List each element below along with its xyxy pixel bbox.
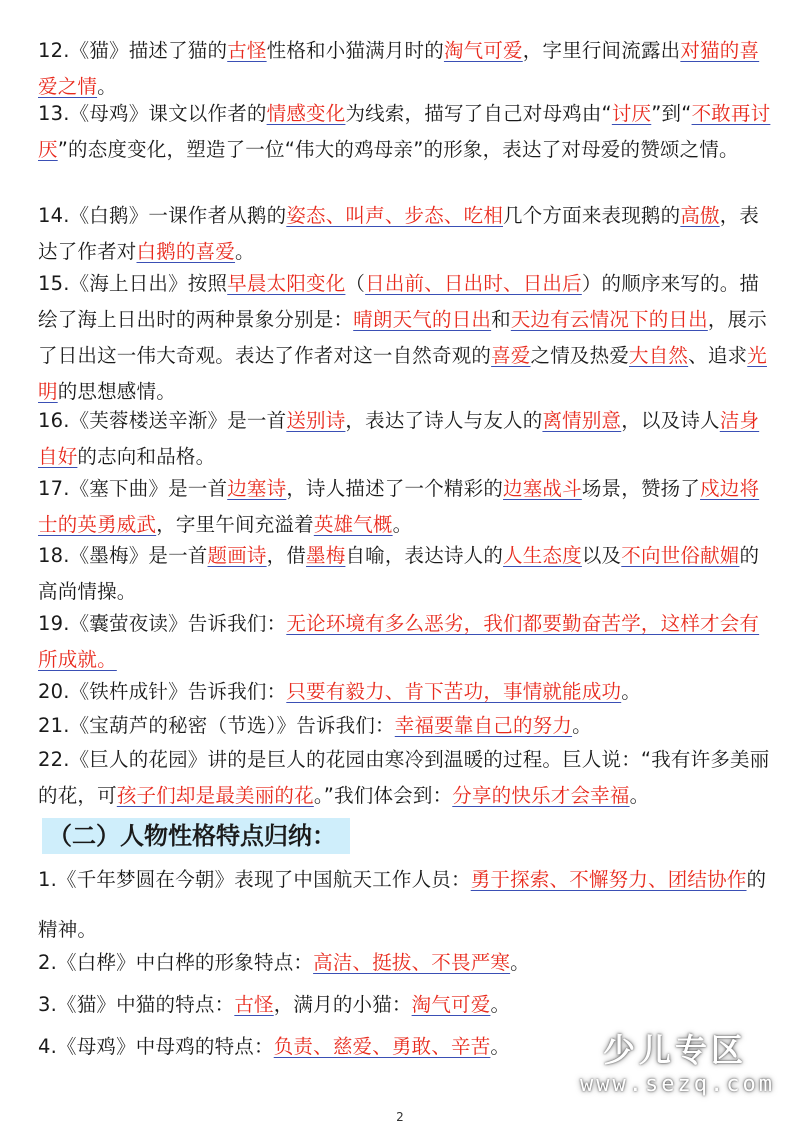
item-19 [38,606,778,678]
watermark-url: www.sezq.com [580,1072,775,1097]
item-13 [38,96,778,168]
body-text: 15.《海上日出》按照 [38,272,228,295]
body-text: 。”我们体会到： [313,784,453,807]
body-text: 21.《宝葫芦的秘密（节选）》告诉我们： [38,714,395,737]
body-text: ，满月的小猫： [273,993,412,1016]
answer-text: 光明 [38,344,767,403]
body-text: 的志向和品格。 [77,445,216,468]
answer-text: 离情别意 [542,409,622,432]
body-text: ，诗人描述了一个精彩的 [286,477,504,500]
body-text: 1.《千年梦圆在今朝》表现了中国航天工作人员： [38,868,471,891]
body-text: 19.《囊萤夜读》告诉我们： [38,612,287,635]
answer-text: 日出前、日出时、日出后 [365,272,582,295]
body-text: ，字里行间流露出 [522,39,681,62]
answer-text: 姿态、叫声、步态、吃相 [286,204,504,227]
body-text: ）的顺序来写的。描绘了海上日出时的两种景象分别是： [38,272,760,331]
body-text: 的精神。 [38,868,767,941]
answer-text: 晴朗天气的日出 [353,308,492,331]
body-text: 12.《猫》描述了猫的 [38,39,228,62]
body-text: ，借 [266,544,307,567]
item-22 [38,742,778,814]
answer-text: 淘气可爱 [411,993,491,1016]
answer-text: 大自然 [629,344,689,367]
item-21 [38,708,778,744]
answer-text: 戍边将士的英勇威武 [38,477,760,536]
answer-text: 边塞战斗 [503,477,582,500]
answer-text: 天边有云情况下的日出 [510,308,708,331]
answer-text: 负责、慈爱、勇敢、辛苦 [273,1035,491,1058]
item-16 [38,403,778,475]
watermark-logo [580,1030,775,1112]
answer-text: 早晨太阳变化 [227,272,346,295]
answer-text: 幸福要靠自己的努力 [394,714,573,737]
answer-text: 送别诗 [286,409,346,432]
body-text: ”到“ [651,102,692,125]
item-15 [38,266,778,410]
answer-text: 高洁、挺拔、不畏严寒 [313,951,511,974]
item-14 [38,198,778,270]
body-text: 3.《猫》中猫的特点： [38,993,235,1016]
answer-text: 不向世俗献媚 [621,544,740,567]
body-text: 、追求 [688,344,748,367]
body-text: 20.《铁杵成针》告诉我们： [38,680,287,703]
body-text: ，表达了诗人与友人的 [345,409,543,432]
body-text: 的思想感情。 [57,380,176,403]
body-text: 13.《母鸡》课文以作者的 [38,102,267,125]
body-text: 的高尚情操。 [38,544,760,603]
item-12 [38,33,778,105]
answer-text: 题画诗 [207,544,267,567]
body-text: 。 [235,240,255,263]
section-title: （二）人物性格特点归纳： [42,818,350,854]
body-text: 场景，赞扬了 [581,477,701,500]
answer-text: 孩子们却是最美丽的花 [116,784,314,807]
answer-text: 喜爱 [491,344,531,367]
item-20 [38,674,778,710]
body-text: 17.《塞下曲》是一首 [38,477,228,500]
answer-text: 分享的快乐才会幸福 [452,784,630,807]
answer-text: 古怪 [227,39,267,62]
body-text: 和 [491,308,511,331]
body-text: 几个方面来表现鹅的 [503,204,681,227]
body-text: 2.《白桦》中白桦的形象特点： [38,951,314,974]
answer-text: 边塞诗 [227,477,287,500]
body-text: 。 [629,784,650,807]
page-number: 2 [396,1110,404,1124]
body-text: 。 [490,1035,511,1058]
body-text: 自喻，表达诗人的 [345,544,504,567]
answer-text: 人生态度 [503,544,582,567]
body-text: ，表达了作者对 [38,204,760,263]
body-text: 以及 [581,544,622,567]
answer-text: 情感变化 [266,102,346,125]
answer-text: 英雄气概 [313,513,393,536]
body-text: 性格和小猫满月时的 [266,39,444,62]
body-text: 为线索，描写了自己对母鸡由“ [345,102,612,125]
answer-text: 墨梅 [306,544,346,567]
body-text: 。 [97,75,117,98]
body-text: 。 [392,513,413,536]
body-text: 。 [621,680,641,703]
body-text: 。 [510,951,530,974]
body-text: 4.《母鸡》中母鸡的特点： [38,1035,274,1058]
body-text: 16.《芙蓉楼送辛渐》是一首 [38,409,287,432]
answer-text: 勇于探索、不懈努力、团结协作 [470,868,747,891]
answer-text: 高傲 [680,204,720,227]
body-text: ”的态度变化，塑造了一位“伟大的鸡母亲”的形象，表达了对母爱的赞颂之情。 [57,138,739,161]
body-text: 22.《巨人的花园》讲的是巨人的花园由寒冷到温暖的过程。巨人说：“我有许多美丽的花，可 [38,748,770,807]
body-text: 18.《墨梅》是一首 [38,544,208,567]
body-text: 。 [572,714,592,737]
body-text: （ [345,272,366,295]
answer-text: 不敢再讨厌 [38,102,771,161]
body-text: ，展示了日出这一伟大奇观。表达了作者对这一自然奇观的 [38,308,767,367]
answer-text: 讨厌 [611,102,652,125]
body-text: 14.《白鹅》一课作者从鹅的 [38,204,287,227]
watermark-title: 少儿专区 [602,1031,747,1069]
answer-text: 淘气可爱 [443,39,523,62]
body-text: 。 [490,993,511,1016]
item-18 [38,538,778,610]
answer-text: 对猫的喜爱之情 [38,39,760,98]
answer-text: 只要有毅力、肯下苦功，事情就能成功 [286,680,622,703]
answer-text: 古怪 [234,993,274,1016]
answer-text: 白鹅的喜爱 [136,240,236,263]
body-text: 之情及热爱 [530,344,630,367]
body-text: ，以及诗人 [621,409,720,432]
body-text: ，字里午间充溢着 [156,513,314,536]
answer-text: 洁身自好 [38,409,760,468]
answer-text: 无论环境有多么恶劣，我们都要勤奋苦学，这样才会有所成就。 [38,612,760,671]
item-17 [38,471,778,543]
